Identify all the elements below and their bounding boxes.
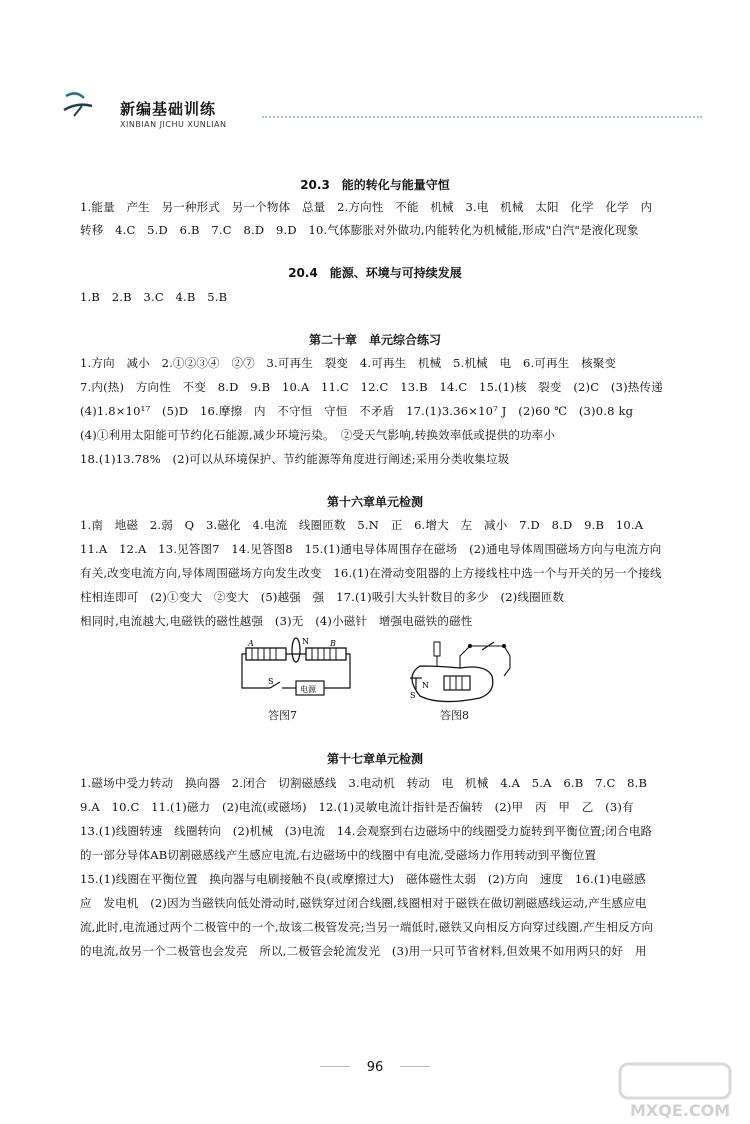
fig7-power-label: 电源 (300, 685, 316, 694)
answer-line: 有关,改变电流方向,导体周围磁场方向发生改变 16.(1)在滑动变阻器的上方接线柱中选一个与开关的另一个接线 (80, 566, 662, 580)
answer-line: 流,此时,电流通过两个二极管中的一个,故该二极管发亮;当另一端低时,磁铁又向相反方向穿过线圈,产生相反方向 (80, 920, 654, 934)
answer-line: 应 发电机 (2)因为当磁铁向低处滑动时,磁铁穿过闭合线圈,线圈相对于磁铁在做切割磁感线运动,产生感应电 (80, 896, 647, 910)
answer-line: (4)1.8×10¹⁷ (5)D 16.摩擦 内 不守恒 守恒 不矛盾 17.(1)3.36×10⁷ J (2)60 ℃ (3)0.8 kg (80, 404, 634, 418)
answer-line: 的一部分导体AB切割磁感线产生感应电流,右边磁场中的线圈中有电流,受磁场力作用转动到平衡位置 (80, 848, 597, 862)
watermark-text: MXQE.COM (630, 1101, 731, 1120)
answer-line: 1.方向 减小 2.①②③④ ②⑦ 3.可再生 裂变 4.可再生 机械 5.机械 电 6.可再生 核聚变 (80, 356, 617, 370)
answer-line: 1.南 地磁 2.弱 Q 3.磁化 4.电流 线圈匝数 5.N 正 6.增大 左 减小 7.D 8.D 9.B 10.A (80, 518, 644, 532)
page-number-deco-right (400, 1066, 430, 1067)
figure-8-circuit (400, 636, 520, 706)
answer-line: 9.A 10.C 11.(1)磁力 (2)电流(或磁场) 12.(1)灵敏电流计指针是否偏转 (2)甲 丙 甲 乙 (3)有 (80, 800, 634, 814)
answer-line: 1.B 2.B 3.C 4.B 5.B (80, 290, 228, 304)
fig7-label-s: S (268, 677, 274, 686)
section-title: 20.3 能的转化与能量守恒 (300, 178, 450, 192)
section-title: 第十六章单元检测 (326, 495, 423, 509)
answer-line: 的电流,故另一个二极管也会发亮 所以,二极管会轮流发光 (3)用一只可节省材料,但效果不如用两只的好 用 (80, 944, 647, 958)
answer-line: 1.能量 产生 另一种形式 另一个物体 总量 2.方向性 不能 机械 3.电 机械 太阳 化学 化学 内 (80, 200, 653, 214)
answer-line: (4)①利用太阳能可节约化石能源,减少环境污染。 ②受天气影响,转换效率低或提供的功率小 (80, 428, 556, 442)
section-title: 第十七章单元检测 (326, 752, 423, 766)
figure-7-circuit (240, 636, 360, 706)
figure-8-caption: 答图8 (440, 709, 469, 722)
answer-line: 13.(1)线圈转速 线圈转向 (2)机械 (3)电流 14.会观察到右边磁场中的线圈受力旋转到平衡位置;闭合电路 (80, 824, 653, 838)
fig7-label-b: B (330, 639, 336, 648)
answer-line: 相同时,电流越大,电磁铁的磁性越强 (3)无 (4)小磁针 增强电磁铁的磁性 (80, 614, 473, 628)
answer-line: 15.(1)线圈在平衡位置 换向器与电刷接触不良(或摩擦过大) 磁体磁性太弱 (2)方向 速度 16.(1)电磁感 (80, 872, 646, 886)
answer-line: 柱相连即可 (2)①变大 ②变大 (5)越强 强 17.(1)吸引大头针数目的多少 (2)线圈匝数 (80, 590, 565, 604)
fig7-label-n: N (302, 637, 309, 646)
header-rule (262, 116, 702, 118)
fig8-label-n: N (422, 681, 429, 690)
book-title: 新编基础训练 (120, 100, 217, 118)
answer-line: 转移 4.C 5.D 6.B 7.C 8.D 9.D 10.气体膨胀对外做功,内能转化为机械能,形成"白汽"是液化现象 (80, 223, 639, 237)
book-title-pinyin: XINBIAN JICHU XUNLIAN (120, 120, 227, 129)
figure-7-caption: 答图7 (268, 709, 297, 722)
page-header (62, 86, 702, 136)
section-title: 20.4 能源、环境与可持续发展 (288, 266, 462, 280)
answer-line: 1.磁场中受力转动 换向器 2.闭合 切割磁感线 3.电动机 转动 电 机械 4.A 5.A 6.B 7.C 8.B (80, 776, 648, 790)
site-watermark-logo (600, 1060, 750, 1124)
fig8-label-s: S (410, 691, 416, 700)
page-number: 96 (366, 1060, 384, 1075)
answer-line: 18.(1)13.78% (2)可以从环境保护、节约能源等角度进行阐述;采用分类收集垃圾 (80, 452, 510, 466)
answer-line: 7.内(热) 方向性 不变 8.D 9.B 10.A 11.C 12.C 13.B 14.C 15.(1)核 裂变 (2)C (3)热传递 (80, 380, 663, 394)
section-title: 第二十章 单元综合练习 (308, 333, 441, 347)
answer-line: 11.A 12.A 13.见答图7 14.见答图8 15.(1)通电导体周围存在磁场 (2)通电导体周围磁场方向与电流方向 (80, 542, 662, 556)
book-logo-icon (62, 86, 102, 122)
fig7-label-a: A (248, 639, 254, 648)
